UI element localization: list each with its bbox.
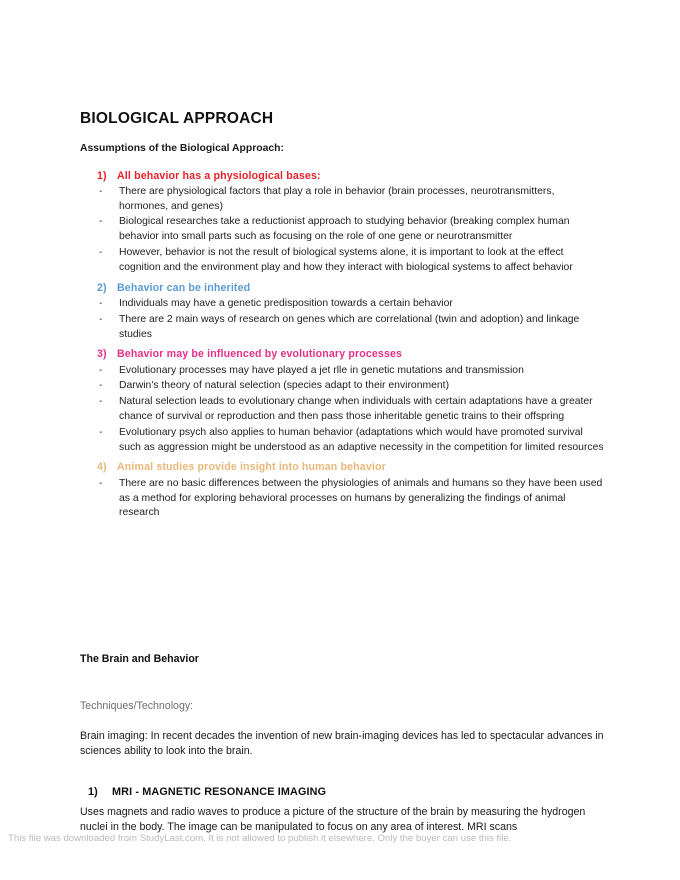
list-item — [80, 297, 605, 312]
assumption-heading-number: 3) — [97, 348, 107, 361]
assumptions-heading: Assumptions of the Biological Approach: — [80, 142, 284, 154]
assumption-heading — [80, 460, 605, 474]
mri-paragraph: Uses magnets and radio waves to produce a picture of the structure of the brain by measuring the hydrogen nuclei in the body. The image can be manipulated to focus on any area of interest. MRI scans — [80, 805, 586, 834]
dash-bullet-icon: - — [99, 313, 103, 325]
assumption-heading — [80, 281, 605, 295]
dash-bullet-icon: - — [99, 297, 103, 309]
assumption-section — [80, 169, 605, 281]
list-item — [80, 246, 605, 276]
list-item-text: There are no basic differences between the physiologies of animals and humans so they have been used as a method for exploring behavioral processes on humans by generalizing the findings of animal research — [119, 477, 603, 519]
list-item — [80, 364, 605, 379]
list-item-text: Darwin's theory of natural selection (species adapt to their environment) — [119, 380, 450, 392]
document-body-upper — [80, 110, 605, 526]
list-item-text: Individuals may have a genetic predisposition towards a certain behavior — [119, 297, 453, 309]
assumption-heading-number: 4) — [97, 461, 107, 474]
list-item — [80, 426, 605, 456]
assumption-section — [80, 460, 605, 526]
list-item-text: Evolutionary psych also applies to human behavior (adaptations which would have promoted survival such as aggression might be understood as an adaptive necessity in the competition for limited resources — [119, 426, 604, 453]
assumption-heading-label: Animal studies provide insight into human behavior — [117, 461, 386, 474]
watermark-footer: This file was downloaded from StudyLast.com. It is not allowed to publish it elsewhere. Only the buyer can use this file. — [8, 833, 512, 844]
list-item-text: Biological researches take a reductionist approach to studying behavior (breaking complex human behavior into small parts such as focusing on the role of one gene or neurotransmitter — [119, 216, 570, 243]
dash-bullet-icon: - — [99, 185, 103, 197]
brain-imaging-paragraph: Brain imaging: In recent decades the invention of new brain-imaging devices has led to spectacular advances in sciences ability to look into the brain. — [80, 729, 604, 757]
assumption-heading-number: 1) — [97, 169, 107, 182]
dash-bullet-icon: - — [99, 247, 103, 259]
assumption-section — [80, 281, 605, 348]
list-item — [80, 313, 605, 343]
mri-heading — [80, 785, 605, 799]
brain-behavior-heading: The Brain and Behavior — [80, 653, 199, 665]
techniques-label: Techniques/Technology: — [80, 699, 194, 712]
dash-bullet-icon: - — [99, 396, 103, 408]
assumption-heading-label: Behavior can be inherited — [117, 281, 251, 294]
assumption-heading-label: All behavior has a physiological bases: — [117, 169, 321, 182]
list-item-text: Natural selection leads to evolutionary change when individuals with certain adaptations have a greater chance of survival or reproduction and then pass those inheritable genetic trains to their offspring — [119, 396, 593, 423]
list-item — [80, 185, 605, 215]
dash-bullet-icon: - — [99, 216, 103, 228]
list-item-text: However, behavior is not the result of biological systems alone, it is important to look at the effect cognition and the environment play and how they interact with biological systems to affect behavior — [119, 247, 573, 273]
list-item-text: There are 2 main ways of research on genes which are correlational (twin and adoption) and linkage studies — [119, 313, 580, 340]
page-title: BIOLOGICAL APPROACH — [80, 110, 274, 127]
list-item — [80, 379, 605, 394]
assumption-heading-number: 2) — [97, 281, 107, 294]
dash-bullet-icon: - — [99, 380, 103, 392]
assumption-section — [80, 347, 605, 460]
assumptions-list — [80, 169, 605, 527]
dash-bullet-icon: - — [99, 426, 103, 438]
mri-heading-number: 1) — [88, 785, 98, 798]
document-body-lower — [80, 653, 605, 835]
list-item — [80, 477, 605, 521]
list-item-text: There are physiological factors that play a role in behavior (brain processes, neurotransmitters, hormones, and genes) — [119, 185, 555, 212]
dash-bullet-icon: - — [99, 477, 103, 489]
list-item-text: Evolutionary processes may have played a jet rlle in genetic mutations and transmission — [119, 364, 524, 376]
list-item — [80, 215, 605, 245]
assumption-heading-label: Behavior may be influenced by evolutionary processes — [117, 348, 403, 361]
assumption-heading — [80, 169, 605, 183]
dash-bullet-icon: - — [99, 364, 103, 376]
section-spacer — [80, 522, 605, 526]
assumption-heading — [80, 347, 605, 361]
mri-heading-label: MRI - MAGNETIC RESONANCE IMAGING — [112, 785, 327, 798]
list-item — [80, 395, 605, 425]
